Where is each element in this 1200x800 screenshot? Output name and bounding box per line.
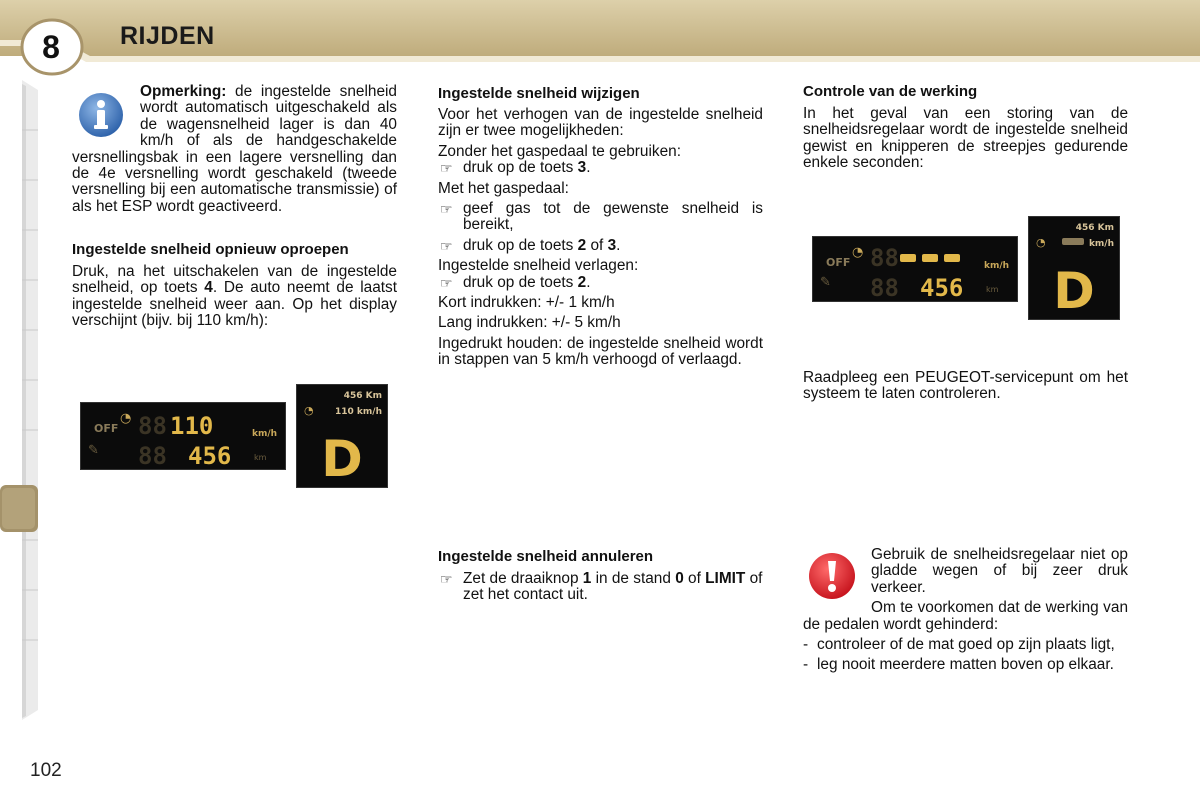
panel-odo-label: 456 Km xyxy=(343,391,382,401)
list-item: ☞ Zet de draaiknop 1 in de stand 0 of LIMIT of zet het contact uit. xyxy=(440,570,763,604)
panel-gear-indicator: D xyxy=(1053,262,1095,320)
cruise-off-label: OFF xyxy=(94,422,119,435)
warning-text-1: Gebruik de snelheidsregelaar niet op gladde wegen of bij zeer druk verkeer. xyxy=(871,546,1128,596)
page-number: 102 xyxy=(30,760,62,781)
panel-cruise-icon: ◔ xyxy=(304,404,314,417)
display-speed-top: 110 xyxy=(170,412,214,440)
speedometer-icon: ◔ xyxy=(852,245,864,260)
note-label: Opmerking: xyxy=(140,83,227,100)
wrench-icon: ✎ xyxy=(88,443,99,458)
fault-dash-2 xyxy=(922,254,938,262)
panel-set-speed-label: km/h xyxy=(1088,239,1114,249)
speedometer-icon: ◔ xyxy=(120,411,132,426)
display-odometer: 456 xyxy=(188,442,232,470)
recall-heading: Ingestelde snelheid opnieuw oproepen xyxy=(72,241,349,258)
panel-odo-label: 456 Km xyxy=(1075,223,1114,233)
panel-fault-dash xyxy=(1062,238,1084,245)
decrease-label: Ingestelde snelheid verlagen: xyxy=(438,257,639,275)
display-unit-kmh: km/h xyxy=(252,429,278,439)
consult-text: Raadpleeg een PEUGEOT-servicepunt om het systeem te laten controleren. xyxy=(803,369,1128,403)
list-item: ☞ druk op de toets 2. xyxy=(440,273,591,291)
instrument-display-cruise-110 xyxy=(80,402,286,470)
warning-section xyxy=(803,547,1128,678)
list-item: ☞ druk op de toets 3. xyxy=(440,159,591,177)
display-odometer: 456 xyxy=(920,274,964,302)
instrument-panel-gear xyxy=(1028,216,1120,320)
note-paragraph xyxy=(72,84,397,215)
display-blank-digits-top: 88 xyxy=(138,412,167,440)
short-press-text: Kort indrukken: +/- 1 km/h xyxy=(438,294,615,312)
display-blank-digits-bottom: 88 xyxy=(138,442,167,470)
pointing-hand-icon: ☞ xyxy=(440,571,453,587)
panel-set-speed-label: 110 km/h xyxy=(335,407,382,417)
pointing-hand-icon: ☞ xyxy=(440,160,453,177)
panel-cruise-icon: ◔ xyxy=(1036,236,1046,249)
instrument-display-cruise-fault xyxy=(812,236,1018,302)
display-blank-digits-bottom: 88 xyxy=(870,274,899,302)
recall-paragraph xyxy=(72,264,397,330)
chapter-title: RIJDEN xyxy=(120,22,215,50)
hold-press-text: Ingedrukt houden: de ingestelde snelheid wordt in stappen van 5 km/h verhoogd of verlaagd. xyxy=(438,334,763,369)
pointing-hand-icon: ☞ xyxy=(440,201,453,218)
list-item: - controleer of de mat goed op zijn plaats ligt, xyxy=(803,636,1115,654)
with-pedal-label: Met het gaspedaal: xyxy=(438,179,569,197)
change-section xyxy=(438,107,763,373)
fault-dash-1 xyxy=(900,254,916,262)
wrench-icon: ✎ xyxy=(820,275,831,290)
recall-key: 4 xyxy=(204,279,213,297)
fault-dash-3 xyxy=(944,254,960,262)
without-pedal-label: Zonder het gaspedaal te gebruiken: xyxy=(438,142,682,160)
list-item: ☞ geef gas tot de gewenste snelheid is bereikt, xyxy=(440,200,763,234)
recall-text-2: . De auto neemt de laatst ingestelde snelheid weer aan. Op het display verschijnt (bijv. bij 110 km/h): xyxy=(72,279,398,330)
list-item: - leg nooit meerdere matten boven op elkaar. xyxy=(803,656,1114,674)
warning-text-2: Om te voorkomen dat de werking van de pedalen wordt gehinderd: xyxy=(803,599,1128,633)
cancel-heading: Ingestelde snelheid annuleren xyxy=(438,548,654,565)
list-item: ☞ druk op de toets 2 of 3. xyxy=(440,236,621,254)
long-press-text: Lang indrukken: +/- 5 km/h xyxy=(438,314,621,332)
note-text: de ingestelde snelheid wordt automatisch uitgeschakeld als de wagensnelheid lager is dan 40 km/h of als de handgeschakelde versnellingsbak in een lagere versnelling dan de 4e versnelling wordt geschakeld (tweede versnelling bij een automatische transmissie) of als het ESP wordt geactiveerd. xyxy=(72,83,397,215)
pointing-hand-icon: ☞ xyxy=(440,237,453,254)
pointing-hand-icon: ☞ xyxy=(440,274,453,291)
display-unit-km: km xyxy=(986,285,999,294)
change-intro: Voor het verhogen van de ingestelde snelheid zijn er twee mogelijkheden: xyxy=(438,106,763,140)
change-heading: Ingestelde snelheid wijzigen xyxy=(438,85,640,102)
cancel-section xyxy=(438,571,768,604)
check-heading: Controle van de werking xyxy=(803,83,978,100)
panel-gear-indicator: D xyxy=(321,430,363,488)
display-unit-kmh: km/h xyxy=(984,261,1010,271)
display-blank-digits-top: 88 xyxy=(870,244,899,272)
recall-text-1: Druk, na het uitschakelen van de ingestelde snelheid, op toets xyxy=(72,263,397,297)
chapter-number: 8 xyxy=(42,29,60,65)
check-text: In het geval van een storing van de snelheidsregelaar wordt de ingestelde snelheid gewist en knipperen de streepjes gedurende enkele seconden: xyxy=(803,105,1128,172)
display-unit-km: km xyxy=(254,453,267,462)
instrument-panel-gear xyxy=(296,384,388,488)
cruise-off-label: OFF xyxy=(826,256,851,269)
chapter-side-tabs[interactable] xyxy=(0,80,42,720)
